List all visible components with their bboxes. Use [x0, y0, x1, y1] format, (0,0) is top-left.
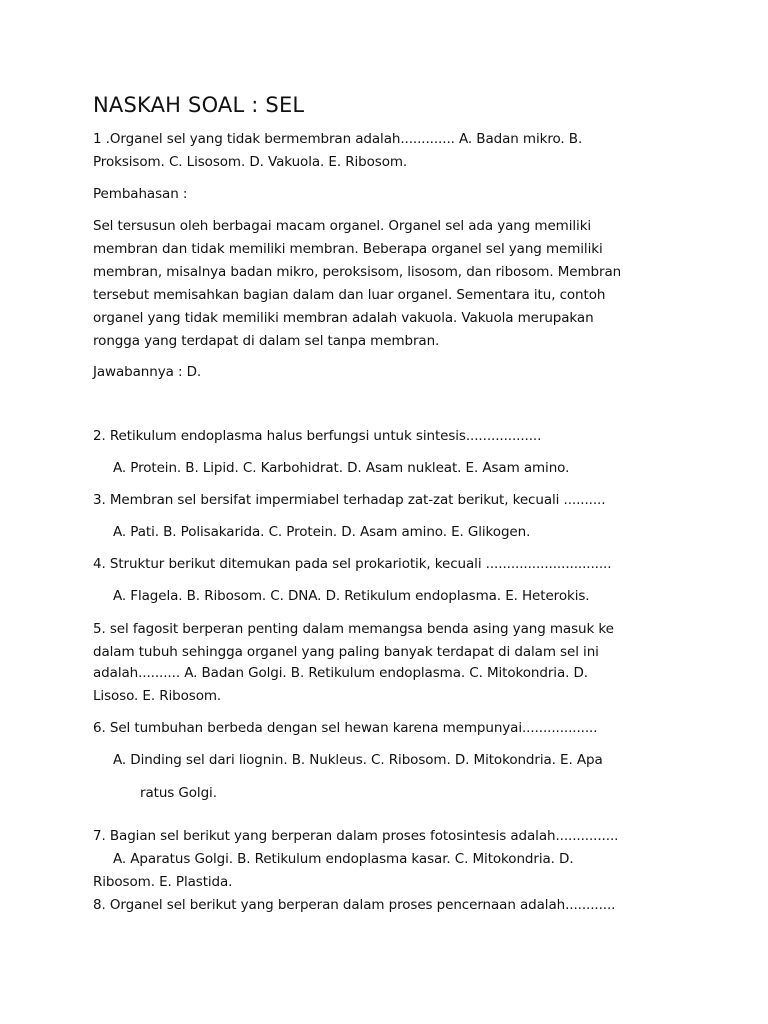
- q1-line-1: 1 .Organel sel yang tidak bermembran adalah............. A. Badan mikro. B.: [93, 131, 583, 147]
- pembahasan-line: rongga yang terdapat di dalam sel tanpa membran.: [93, 333, 440, 349]
- answer-text: Jawabannya : D.: [93, 364, 202, 380]
- q5-line: adalah.......... A. Badan Golgi. B. Retikulum endoplasma. C. Mitokondria. D.: [93, 665, 588, 681]
- pembahasan-label: Pembahasan :: [93, 186, 188, 202]
- q7-question: 7. Bagian sel berikut yang berperan dalam proses fotosintesis adalah...............: [93, 828, 619, 844]
- pembahasan-line: membran, misalnya badan mikro, peroksisom, lisosom, dan ribosom. Membran: [93, 264, 622, 280]
- pembahasan-line: Sel tersusun oleh berbagai macam organel. Organel sel ada yang memiliki: [93, 218, 592, 234]
- q4-options: A. Flagela. B. Ribosom. C. DNA. D. Retikulum endoplasma. E. Heterokis.: [113, 588, 590, 604]
- q1-line-2: Proksisom. C. Lisosom. D. Vakuola. E. Ribosom.: [93, 154, 408, 170]
- q4-question: 4. Struktur berikut ditemukan pada sel prokariotik, kecuali ..............................: [93, 556, 612, 572]
- pembahasan-line: tersebut memisahkan bagian dalam dan luar organel. Sementara itu, contoh: [93, 287, 606, 303]
- pembahasan-line: organel yang tidak memiliki membran adalah vakuola. Vakuola merupakan: [93, 310, 594, 326]
- q6-options-line-1: A. Dinding sel dari liognin. B. Nukleus. C. Ribosom. D. Mitokondria. E. Apa: [113, 752, 603, 768]
- q6-options-line-2: ratus Golgi.: [140, 785, 217, 801]
- q5-line: 5. sel fagosit berperan penting dalam memangsa benda asing yang masuk ke: [93, 621, 614, 637]
- q5-line: Lisoso. E. Ribosom.: [93, 688, 222, 704]
- q7-options-line-2: Ribosom. E. Plastida.: [93, 874, 233, 890]
- pembahasan-line: membran dan tidak memiliki membran. Beberapa organel sel yang memiliki: [93, 241, 603, 257]
- q2-options: A. Protein. B. Lipid. C. Karbohidrat. D. Asam nukleat. E. Asam amino.: [113, 460, 570, 476]
- document-title: NASKAH SOAL : SEL: [93, 93, 305, 117]
- q8-question: 8. Organel sel berikut yang berperan dalam proses pencernaan adalah............: [93, 897, 616, 913]
- q7-options-line-1: A. Aparatus Golgi. B. Retikulum endoplasma kasar. C. Mitokondria. D.: [113, 851, 574, 867]
- q3-question: 3. Membran sel bersifat impermiabel terhadap zat-zat berikut, kecuali ..........: [93, 492, 606, 508]
- q5-line: dalam tubuh sehingga organel yang paling banyak terdapat di dalam sel ini: [93, 644, 599, 660]
- q2-question: 2. Retikulum endoplasma halus berfungsi untuk sintesis..................: [93, 428, 542, 444]
- q3-options: A. Pati. B. Polisakarida. C. Protein. D. Asam amino. E. Glikogen.: [113, 524, 531, 540]
- q6-question: 6. Sel tumbuhan berbeda dengan sel hewan karena mempunyai..................: [93, 720, 598, 736]
